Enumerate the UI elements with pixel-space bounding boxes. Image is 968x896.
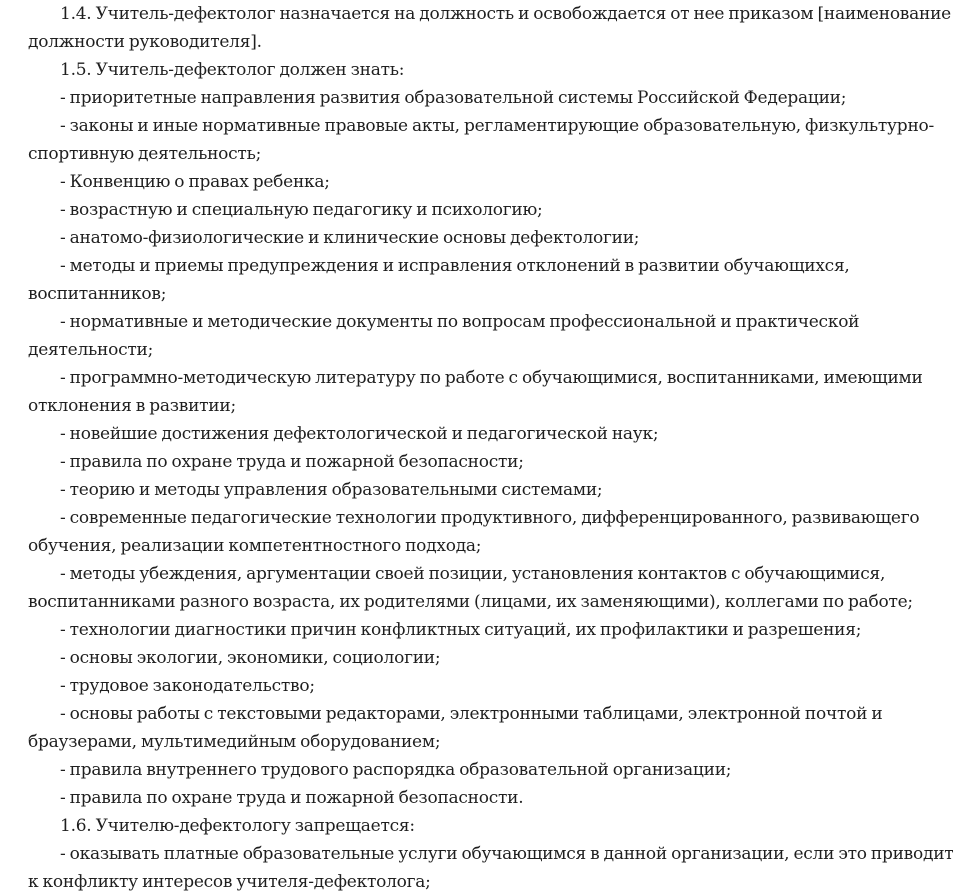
list-item: - основы экологии, экономики, социологии; xyxy=(60,648,441,668)
list-item: - Конвенцию о правах ребенка; xyxy=(60,172,330,192)
paragraph-1-5-heading: 1.5. Учитель-дефектолог должен знать: xyxy=(60,60,405,80)
list-item: - законы и иные нормативные правовые акты, регламентирующие образовательную, физкультурно-спортивную деятельность; xyxy=(28,116,934,164)
list-item: - трудовое законодательство; xyxy=(60,676,315,696)
list-item: - возрастную и специальную педагогику и психологию; xyxy=(60,200,543,220)
list-item: - оказывать платные образовательные услуги обучающимся в данной организации, если это приводит к конфликту интересов учителя-дефектолога; xyxy=(28,844,954,892)
list-item: - правила по охране труда и пожарной безопасности. xyxy=(60,788,524,808)
list-item: - правила по охране труда и пожарной безопасности; xyxy=(60,452,524,472)
list-item: - технологии диагностики причин конфликтных ситуаций, их профилактики и разрешения; xyxy=(60,620,862,640)
list-item: - приоритетные направления развития образовательной системы Российской Федерации; xyxy=(60,88,847,108)
list-item: - основы работы с текстовыми редакторами, электронными таблицами, электронной почтой и браузерами, мультимедийным оборудованием; xyxy=(28,704,883,752)
list-item: - анатомо-физиологические и клинические основы дефектологии; xyxy=(60,228,640,248)
list-item: - правила внутреннего трудового распорядка образовательной организации; xyxy=(60,760,732,780)
paragraph-1-6-heading: 1.6. Учителю-дефектологу запрещается: xyxy=(60,816,415,836)
list-item: - методы и приемы предупреждения и исправления отклонений в развитии обучающихся, воспитанников; xyxy=(28,256,850,304)
list-item: - новейшие достижения дефектологической и педагогической наук; xyxy=(60,424,659,444)
list-item: - современные педагогические технологии продуктивного, дифференцированного, развивающего обучения, реализации компетентностного подхода; xyxy=(28,508,920,556)
list-item: - теорию и методы управления образовательными системами; xyxy=(60,480,603,500)
list-item: - программно-методическую литературу по работе с обучающимися, воспитанниками, имеющими отклонения в развитии; xyxy=(28,368,923,416)
paragraph-1-4: 1.4. Учитель-дефектолог назначается на должность и освобождается от нее приказом [наименование должности руководителя]. xyxy=(28,4,951,52)
list-item: - нормативные и методические документы по вопросам профессиональной и практической деятельности; xyxy=(28,312,860,360)
list-item: - методы убеждения, аргументации своей позиции, установления контактов с обучающимися, воспитанниками разного возраста, их родителями (лицами, их заменяющими), коллегами по работе; xyxy=(28,564,913,612)
